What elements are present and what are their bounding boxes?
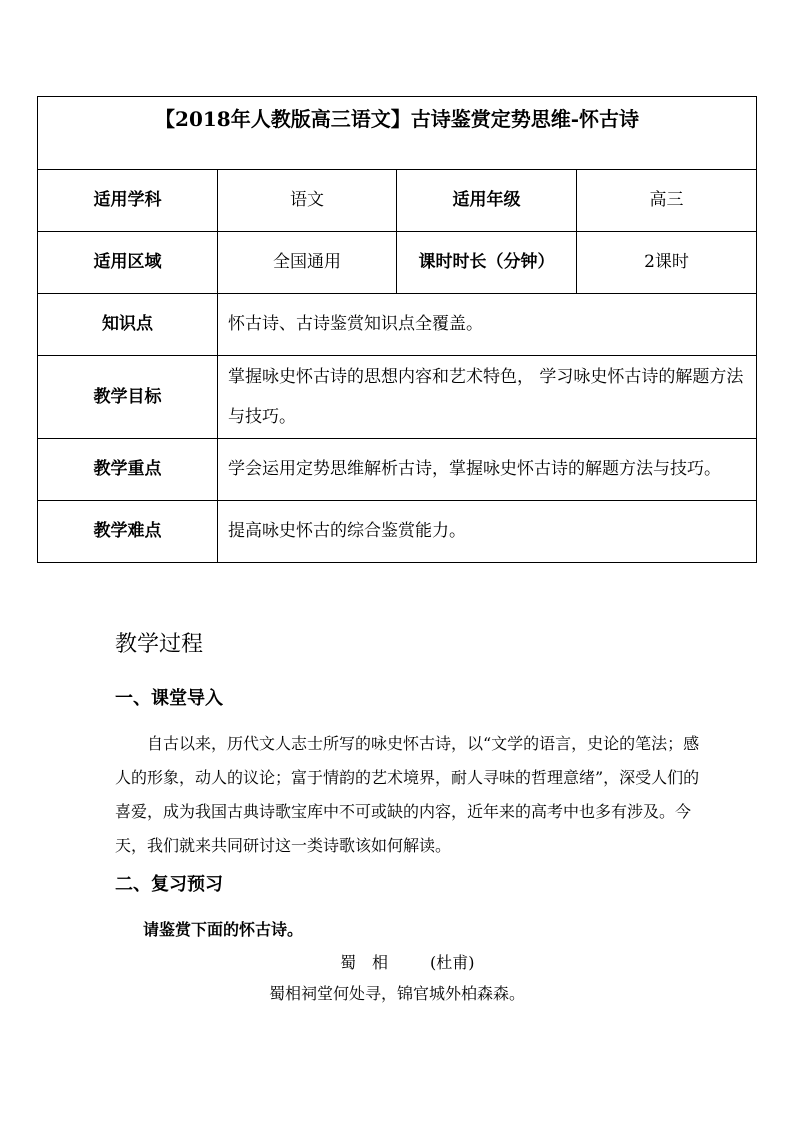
- section-heading-intro: 一、课堂导入: [115, 688, 223, 709]
- difficulty-value: 提高咏史怀古的综合鉴赏能力。: [218, 501, 757, 563]
- focus-label: 教学重点: [38, 439, 218, 501]
- knowledge-value: 怀古诗、古诗鉴赏知识点全覆盖。: [218, 294, 757, 356]
- region-value: 全国通用: [218, 232, 397, 294]
- region-label: 适用区域: [38, 232, 218, 294]
- knowledge-label: 知识点: [38, 294, 218, 356]
- section-heading-review: 二、复习预习: [115, 874, 223, 895]
- difficulty-label: 教学难点: [38, 501, 218, 563]
- subject-value: 语文: [218, 170, 397, 232]
- poem-heading: [340, 950, 475, 973]
- poem-title: 蜀相: [340, 953, 405, 972]
- poem-author: (杜甫): [430, 953, 475, 972]
- goal-value: 掌握咏史怀古诗的思想内容和艺术特色， 学习咏史怀古诗的解题方法与技巧。: [218, 356, 757, 439]
- duration-value: 2课时: [577, 232, 757, 294]
- poem-line: 蜀相祠堂何处寻，锦官城外柏森森。: [269, 984, 526, 1003]
- intro-paragraph: 自古以来，历代文人志士所写的咏史怀古诗，以“文学的语言，史论的笔法；感人的形象，动人的议论；富于情韵的艺术境界，耐人寻味的哲理意绪”，深受人们的喜爱，成为我国古典诗歌宝库中不可或缺的内容，近年来的高考中也多有涉及。今天，我们就来共同研讨这一类诗歌该如何解读。: [115, 734, 700, 855]
- subject-label: 适用学科: [38, 170, 218, 232]
- process-heading: 教学过程: [115, 632, 204, 657]
- grade-label: 适用年级: [397, 170, 577, 232]
- goal-label: 教学目标: [38, 356, 218, 439]
- grade-value: 高三: [577, 170, 757, 232]
- exercise-prompt: 请鉴赏下面的怀古诗。: [143, 920, 304, 939]
- focus-value: 学会运用定势思维解析古诗，掌握咏史怀古诗的解题方法与技巧。: [218, 439, 757, 501]
- duration-label: 课时时长（分钟）: [397, 232, 577, 294]
- document-title: 【2018年人教版高三语文】古诗鉴赏定势思维-怀古诗: [38, 97, 757, 170]
- course-info-table: [37, 96, 757, 563]
